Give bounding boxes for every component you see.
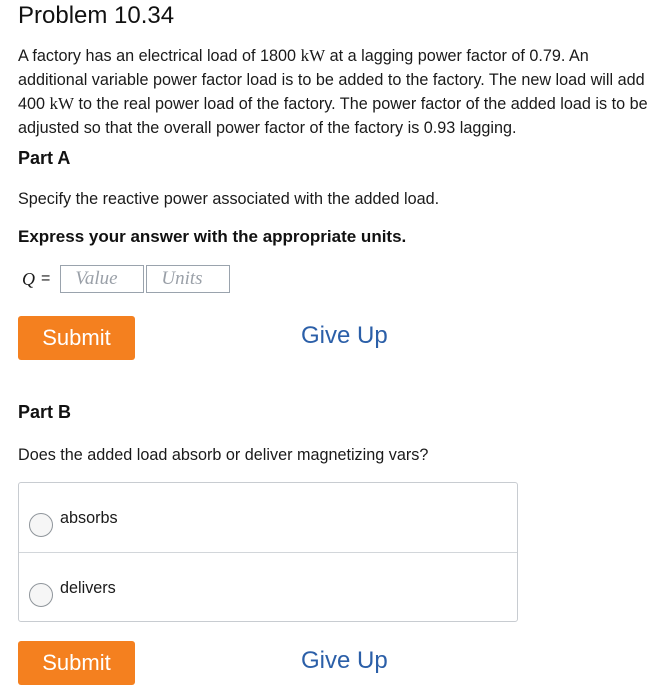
answer-row bbox=[22, 264, 230, 294]
problem-title: Problem 10.34 bbox=[18, 2, 175, 29]
part-b-prompt: Does the added load absorb or deliver magnetizing vars? bbox=[18, 446, 429, 464]
part-a-instruction: Express your answer with the appropriate units. bbox=[18, 227, 407, 246]
part-b-heading: Part B bbox=[18, 402, 72, 422]
part-a-submit-button[interactable]: Submit bbox=[18, 316, 135, 360]
option-absorbs[interactable] bbox=[19, 483, 517, 552]
value-input[interactable] bbox=[60, 265, 144, 293]
unit-kw: kW bbox=[49, 94, 75, 113]
option-label: delivers bbox=[60, 579, 116, 597]
problem-text-part-2: at a lagging power factor of 0.79. An additional variable power factor load is to be added to the factory. The new load will add 400 bbox=[18, 47, 645, 113]
problem-text-part-3: to the real power load of the factory. The power factor of the added load is to be adjusted so that the overall power factor of the factory is 0.93 lagging. bbox=[18, 95, 648, 137]
option-delivers[interactable] bbox=[19, 552, 517, 621]
part-a-prompt: Specify the reactive power associated with the added load. bbox=[18, 190, 440, 208]
problem-statement bbox=[18, 44, 648, 140]
radio-button[interactable] bbox=[29, 513, 53, 537]
part-b-submit-button[interactable]: Submit bbox=[18, 641, 135, 685]
units-input[interactable] bbox=[146, 265, 230, 293]
part-b-give-up-link[interactable]: Give Up bbox=[301, 647, 388, 674]
radio-button[interactable] bbox=[29, 583, 53, 607]
unit-kw: kW bbox=[300, 46, 326, 65]
option-label: absorbs bbox=[60, 509, 118, 527]
variable-label: Q bbox=[22, 268, 35, 289]
part-a-give-up-link[interactable]: Give Up bbox=[301, 322, 388, 349]
part-b-options bbox=[18, 482, 518, 622]
part-a-heading: Part A bbox=[18, 148, 71, 168]
problem-text-part-1: A factory has an electrical load of 1800 bbox=[18, 47, 301, 65]
equals-sign: = bbox=[41, 270, 51, 287]
